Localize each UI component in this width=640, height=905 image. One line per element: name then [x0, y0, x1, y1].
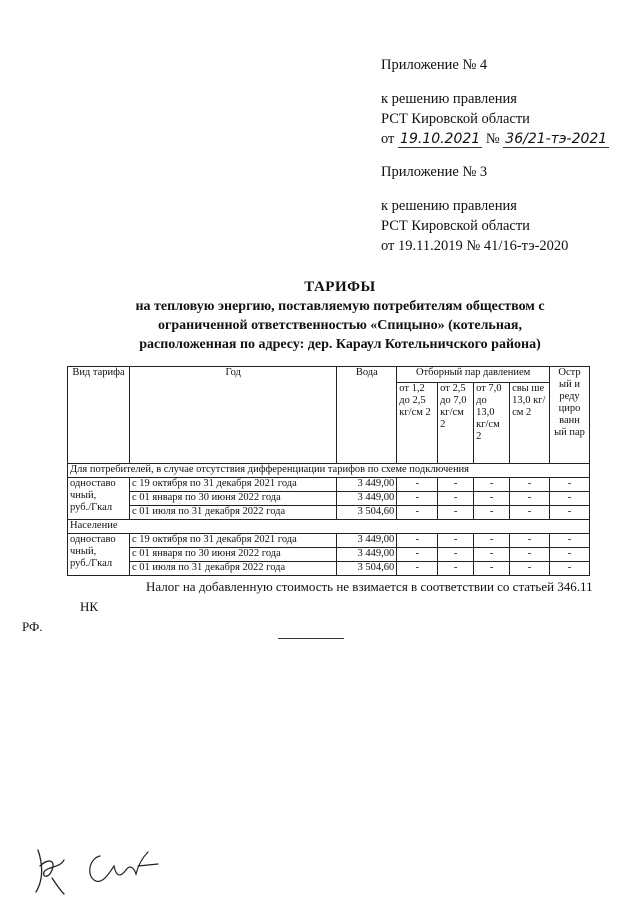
header-steam: Отборный пар давлением	[397, 367, 550, 383]
handwritten-signature	[30, 838, 170, 898]
heading-line1: на тепловую энергию, поставляемую потребителям обществом с	[135, 299, 545, 314]
appendix-4-line1: к решению правления	[381, 91, 517, 107]
p3-value: -	[474, 562, 510, 576]
header-tariff-kind: Вид тарифа	[68, 367, 130, 464]
p3-value: -	[474, 492, 510, 506]
appendix-4-block	[381, 55, 609, 149]
vat-note	[22, 577, 610, 637]
appendix-3-title: Приложение № 3	[381, 164, 488, 180]
p3-value: -	[474, 478, 510, 492]
section-label: Для потребителей, в случае отсутствия дифференциации тарифов по схеме подключения	[68, 464, 590, 478]
p3-value: -	[474, 506, 510, 520]
period-cell: с 19 октября по 31 декабря 2021 года	[129, 534, 336, 548]
header-sharp-steam: Остр ый и реду циро ванн ый пар	[550, 367, 590, 464]
period-cell: с 01 января по 30 июня 2022 года	[129, 548, 336, 562]
header-water: Вода	[337, 367, 397, 464]
period-cell: с 01 июля по 31 декабря 2022 года	[129, 506, 336, 520]
p1-value: -	[397, 478, 438, 492]
date-prefix: от	[381, 131, 395, 147]
kind-line: одноставо	[70, 478, 116, 489]
document-heading	[70, 278, 610, 354]
tariff-table	[67, 366, 590, 576]
header-pressure-2: от 2,5 до 7,0 кг/см 2	[438, 383, 474, 464]
kind-line: чный,	[70, 490, 97, 501]
p4-value: -	[510, 492, 550, 506]
handwritten-date: 19.10.2021	[400, 131, 481, 147]
tariff-kind-cell	[68, 478, 130, 520]
p1-value: -	[397, 562, 438, 576]
p3-value: -	[474, 534, 510, 548]
header-pressure-3: от 7,0 до 13,0 кг/см 2	[474, 383, 510, 464]
appendix-3-line1: к решению правления	[381, 198, 517, 214]
kind-line: одноставо	[70, 534, 116, 545]
period-cell: с 19 октября по 31 декабря 2021 года	[129, 478, 336, 492]
sharp-value: -	[550, 478, 590, 492]
p1-value: -	[397, 506, 438, 520]
p4-value: -	[510, 534, 550, 548]
water-value: 3 504,60	[337, 506, 397, 520]
water-value: 3 449,00	[337, 534, 397, 548]
water-value: 3 449,00	[337, 478, 397, 492]
p4-value: -	[510, 562, 550, 576]
sharp-value: -	[550, 534, 590, 548]
p2-value: -	[438, 534, 474, 548]
sharp-value: -	[550, 562, 590, 576]
sharp-value: -	[550, 492, 590, 506]
handwritten-number: 36/21-тэ-2021	[505, 131, 608, 147]
appendix-4-title: Приложение № 4	[381, 57, 488, 73]
kind-line: руб./Гкал	[70, 558, 113, 569]
p1-value: -	[397, 492, 438, 506]
period-cell: с 01 июля по 31 декабря 2022 года	[129, 562, 336, 576]
p4-value: -	[510, 548, 550, 562]
kind-line: руб./Гкал	[70, 502, 113, 513]
vat-note-line1: Налог на добавленную стоимость не взимается в соответствии со статьей 346.11 НК	[80, 579, 593, 614]
water-value: 3 449,00	[337, 492, 397, 506]
p2-value: -	[438, 492, 474, 506]
sharp-value: -	[550, 548, 590, 562]
appendix-3-line3: от 19.11.2019 № 41/16-тэ-2020	[381, 238, 569, 254]
section-label: Население	[68, 520, 590, 534]
p4-value: -	[510, 506, 550, 520]
period-cell: с 01 января по 30 июня 2022 года	[129, 492, 336, 506]
tariff-kind-cell	[68, 534, 130, 576]
water-value: 3 504,60	[337, 562, 397, 576]
p1-value: -	[397, 548, 438, 562]
vat-note-line2: РФ.	[22, 619, 43, 634]
p1-value: -	[397, 534, 438, 548]
kind-line: чный,	[70, 546, 97, 557]
number-prefix: №	[485, 131, 500, 147]
header-pressure-4: свы ше 13,0 кг/см 2	[510, 383, 550, 464]
p2-value: -	[438, 478, 474, 492]
heading-title: ТАРИФЫ	[304, 279, 376, 295]
p2-value: -	[438, 562, 474, 576]
water-value: 3 449,00	[337, 548, 397, 562]
appendix-3-line2: РСТ Кировской области	[381, 218, 530, 234]
closing-rule	[278, 638, 344, 639]
p2-value: -	[438, 548, 474, 562]
heading-line2: ограниченной ответственностью «Спицыно» (котельная,	[158, 318, 522, 333]
sharp-value: -	[550, 506, 590, 520]
header-year: Год	[129, 367, 336, 464]
p2-value: -	[438, 506, 474, 520]
appendix-3-block	[381, 162, 568, 256]
appendix-4-date-line	[381, 129, 609, 149]
p4-value: -	[510, 478, 550, 492]
header-pressure-1: от 1,2 до 2,5 кг/см 2	[397, 383, 438, 464]
appendix-4-line2: РСТ Кировской области	[381, 111, 530, 127]
heading-line3: расположенная по адресу: дер. Караул Котельничского района)	[139, 337, 541, 352]
p3-value: -	[474, 548, 510, 562]
